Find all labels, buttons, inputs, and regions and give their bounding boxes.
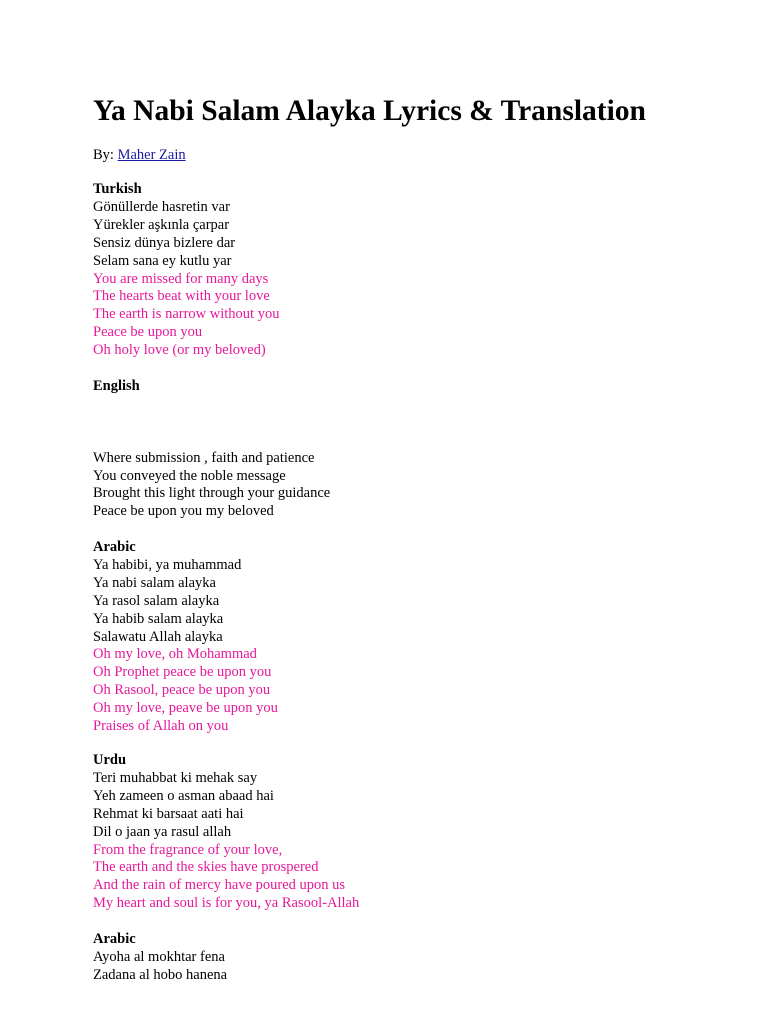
section-heading-arabic: Arabic bbox=[93, 931, 136, 947]
translation-line: The earth and the skies have prospered bbox=[93, 859, 319, 876]
lyric-line: You conveyed the noble message bbox=[93, 467, 286, 484]
translation-line: Oh holy love (or my beloved) bbox=[93, 342, 266, 359]
translation-line: Praises of Allah on you bbox=[93, 718, 229, 735]
translation-line: The hearts beat with your love bbox=[93, 288, 270, 305]
blank-space bbox=[93, 396, 733, 450]
lyric-line: Yeh zameen o asman abaad hai bbox=[93, 787, 274, 804]
by-label: By: bbox=[93, 147, 114, 163]
translation-line: You are missed for many days bbox=[93, 270, 269, 287]
lyric-line: Sensiz dünya bizlere dar bbox=[93, 234, 236, 251]
section-english bbox=[93, 378, 733, 521]
translation-line: Peace be upon you bbox=[93, 324, 203, 341]
section-heading-arabic: Arabic bbox=[93, 539, 136, 555]
lyric-line: Dil o jaan ya rasul allah bbox=[93, 823, 232, 840]
section-turkish bbox=[93, 181, 733, 360]
lyric-line: Gönüllerde hasretin var bbox=[93, 198, 230, 215]
translation-line: Oh my love, oh Mohammad bbox=[93, 646, 257, 663]
lyric-line: Selam sana ey kutlu yar bbox=[93, 252, 232, 269]
section-heading-urdu: Urdu bbox=[93, 752, 127, 768]
translation-line: Oh Rasool, peace be upon you bbox=[93, 682, 271, 699]
lyric-line: Salawatu Allah alayka bbox=[93, 628, 223, 645]
lyric-line: Teri muhabbat ki mehak say bbox=[93, 769, 258, 786]
lyric-line: Yürekler aşkınla çarpar bbox=[93, 216, 230, 233]
translation-line: My heart and soul is for you, ya Rasool-Allah bbox=[93, 895, 360, 912]
page-title: Ya Nabi Salam Alayka Lyrics & Translation bbox=[93, 95, 646, 127]
lyric-line: Zadana al hobo hanena bbox=[93, 966, 228, 983]
lyric-line: Ya habibi, ya muhammad bbox=[93, 556, 242, 573]
lyric-line: Brought this light through your guidance bbox=[93, 485, 331, 502]
section-heading-turkish: Turkish bbox=[93, 181, 142, 197]
translation-line: And the rain of mercy have poured upon us bbox=[93, 877, 346, 894]
translation-line: The earth is narrow without you bbox=[93, 306, 280, 323]
lyric-line: Ayoha al mokhtar fena bbox=[93, 948, 225, 965]
section-arabic-2 bbox=[93, 931, 733, 985]
lyric-line: Peace be upon you my beloved bbox=[93, 503, 274, 520]
byline bbox=[93, 146, 186, 164]
lyric-line: Ya habib salam alayka bbox=[93, 610, 224, 627]
lyric-line: Where submission , faith and patience bbox=[93, 449, 315, 466]
translation-line: Oh Prophet peace be upon you bbox=[93, 664, 272, 681]
section-arabic-1 bbox=[93, 539, 733, 736]
lyric-line: Ya rasol salam alayka bbox=[93, 592, 220, 609]
lyric-line: Rehmat ki barsaat aati hai bbox=[93, 805, 244, 822]
section-heading-english: English bbox=[93, 378, 140, 394]
lyric-line: Ya nabi salam alayka bbox=[93, 574, 216, 591]
translation-line: Oh my love, peave be upon you bbox=[93, 700, 278, 717]
author-link[interactable]: Maher Zain bbox=[117, 147, 186, 163]
translation-line: From the fragrance of your love, bbox=[93, 841, 283, 858]
section-urdu bbox=[93, 752, 733, 913]
